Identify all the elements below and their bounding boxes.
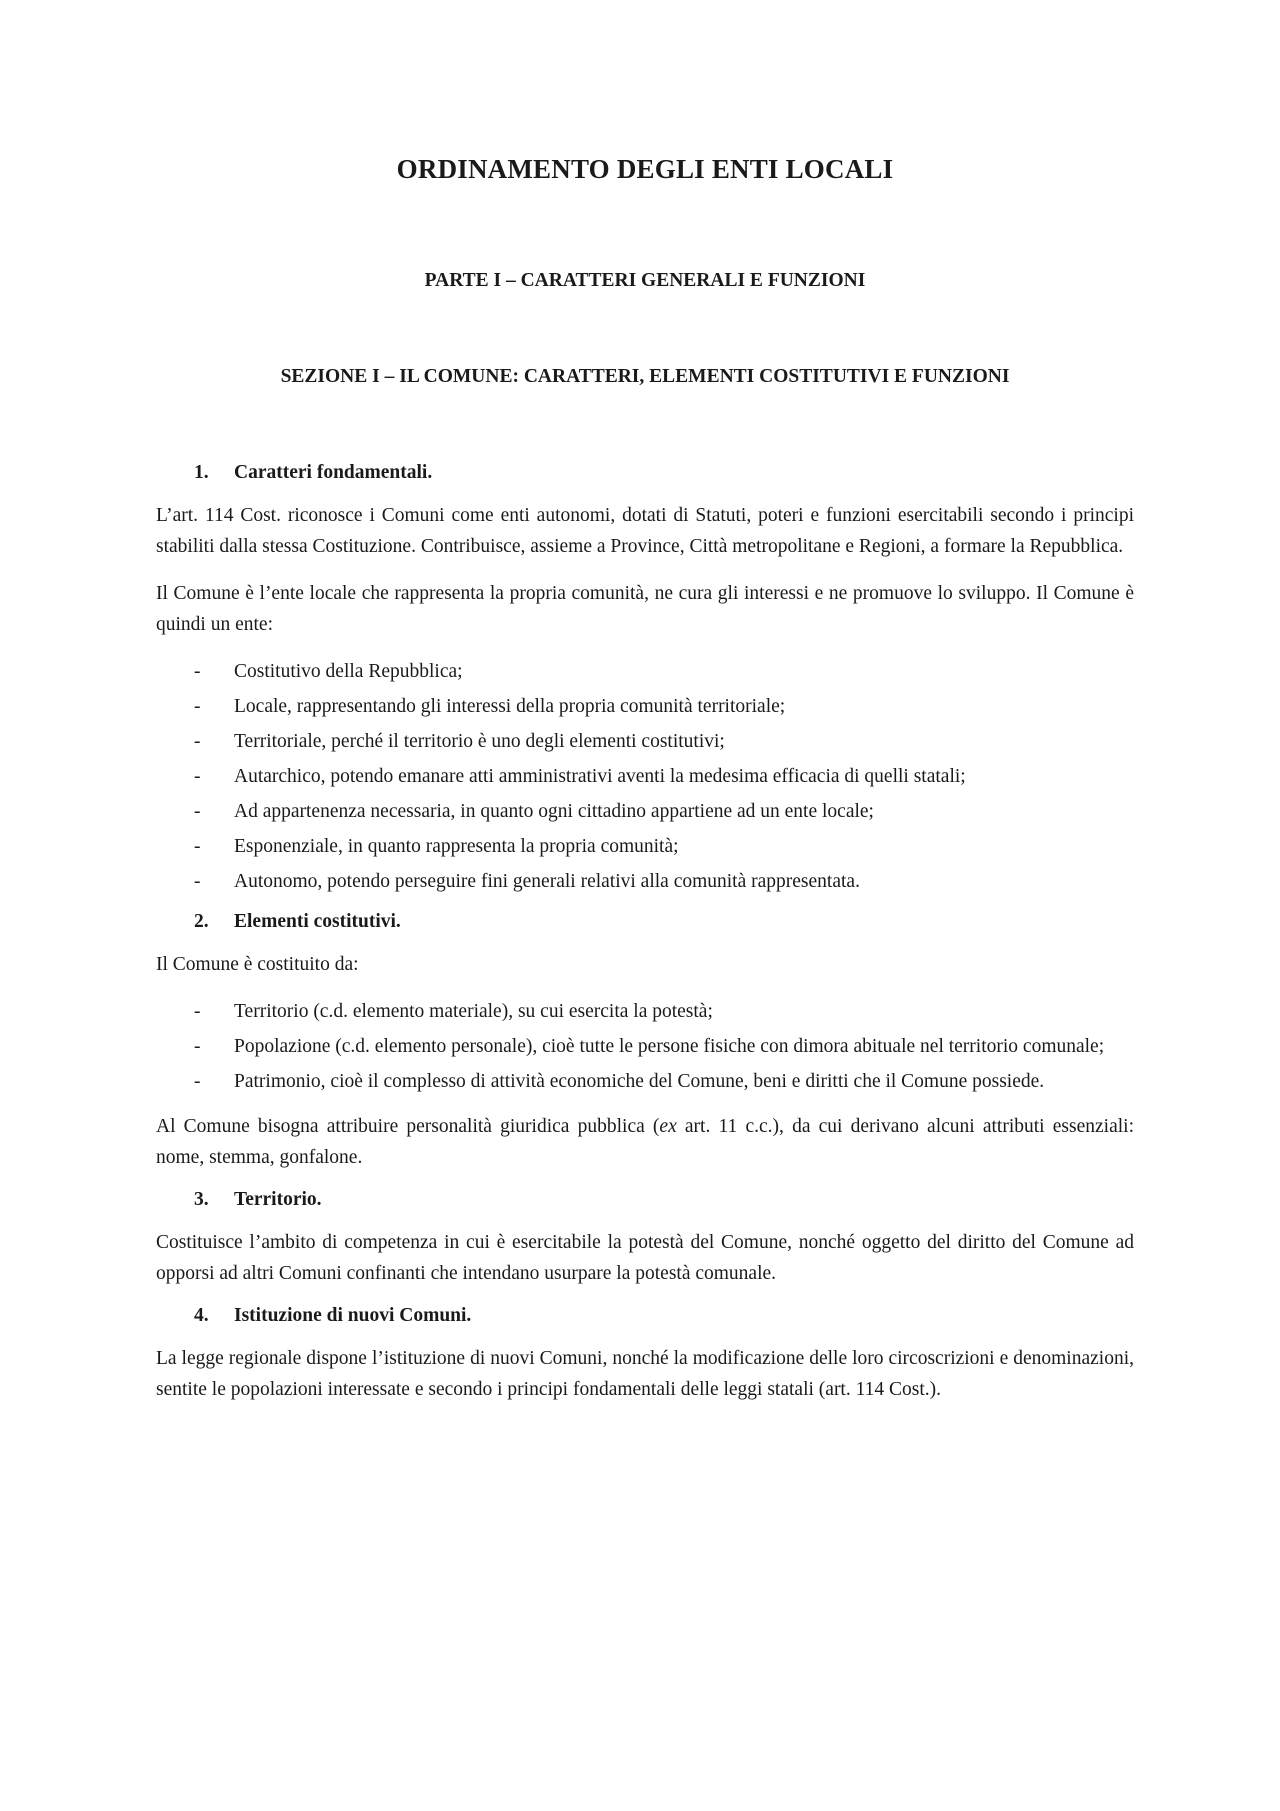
list-item: - Territoriale, perché il territorio è uno degli elementi costitutivi; [156,726,1134,757]
list-item: - Territorio (c.d. elemento materiale), su cui esercita la potestà; [156,996,1134,1027]
heading-number: 3. [194,1189,209,1210]
heading-text: Elementi costitutivi. [234,911,401,932]
dash-bullet: - [194,836,201,857]
section-title: SEZIONE I – IL COMUNE: CARATTERI, ELEMENTI COSTITUTIVI E FUNZIONI [280,366,1010,387]
heading-text: Territorio. [234,1189,322,1210]
list-item: - Locale, rappresentando gli interessi della propria comunità territoriale; [156,691,1134,722]
paragraph: Il Comune è l’ente locale che rappresenta la propria comunità, ne cura gli interessi e ne promuove lo sviluppo. Il Comune è quindi un ente: [156,583,1134,635]
dash-bullet: - [194,1036,201,1057]
heading-number: 2. [194,911,209,932]
heading-text: Istituzione di nuovi Comuni. [234,1305,472,1326]
heading-territorio [156,1189,1134,1211]
dash-bullet: - [194,766,201,787]
dash-bullet: - [194,1001,201,1022]
list-item: - Autonomo, potendo perseguire fini generali relativi alla comunità rappresentata. [156,866,1134,897]
document-body [156,462,1134,1421]
heading-number: 4. [194,1305,209,1326]
paragraph: La legge regionale dispone l’istituzione di nuovi Comuni, nonché la modificazione delle loro circoscrizioni e denominazioni, sentite le popolazioni interessate e secondo i principi fondamentali delle leggi statali (art. 114 Cost.). [156,1348,1134,1400]
dash-bullet: - [194,801,201,822]
dash-bullet: - [194,1071,201,1092]
list-item: - Autarchico, potendo emanare atti amministrativi aventi la medesima efficacia di quelli statali; [156,761,1134,792]
paragraph: Costituisce l’ambito di competenza in cui è esercitabile la potestà del Comune, nonché oggetto del diritto del Comune ad opporsi ad altri Comuni confinanti che intendano usurpare la potestà comunale. [156,1232,1134,1284]
dash-bullet: - [194,871,201,892]
elements-list [156,996,1134,1097]
characteristics-list [156,656,1134,897]
dash-bullet: - [194,661,201,682]
dash-bullet: - [194,696,201,717]
heading-text: Caratteri fondamentali. [234,462,433,483]
heading-elementi-costitutivi [156,911,1134,933]
list-item: - Costitutivo della Repubblica; [156,656,1134,687]
list-item: - Esponenziale, in quanto rappresenta la propria comunità; [156,831,1134,862]
list-item: - Ad appartenenza necessaria, in quanto ogni cittadino appartiene ad un ente locale; [156,796,1134,827]
heading-number: 1. [194,462,209,483]
dash-bullet: - [194,731,201,752]
part-title: PARTE I – CARATTERI GENERALI E FUNZIONI [424,270,866,291]
heading-istituzione-nuovi-comuni [156,1305,1134,1327]
heading-caratteri-fondamentali [156,462,1134,484]
paragraph: Al Comune bisogna attribuire personalità giuridica pubblica (ex art. 11 c.c.), da cui derivano alcuni attributi essenziali: nome, stemma, gonfalone. [156,1116,1134,1168]
list-item: - Patrimonio, cioè il complesso di attività economiche del Comune, beni e diritti che il Comune possiede. [156,1066,1134,1097]
paragraph: L’art. 114 Cost. riconosce i Comuni come enti autonomi, dotati di Statuti, poteri e funzioni esercitabili secondo i principi stabiliti dalla stessa Costituzione. Contribuisce, assieme a Province, Città metropolitane e Regioni, a formare la Repubblica. [156,505,1134,557]
list-item: - Popolazione (c.d. elemento personale), cioè tutte le persone fisiche con dimora abituale nel territorio comunale; [156,1031,1134,1062]
paragraph: Il Comune è costituito da: [156,954,359,975]
document-title: ORDINAMENTO DEGLI ENTI LOCALI [396,154,894,184]
